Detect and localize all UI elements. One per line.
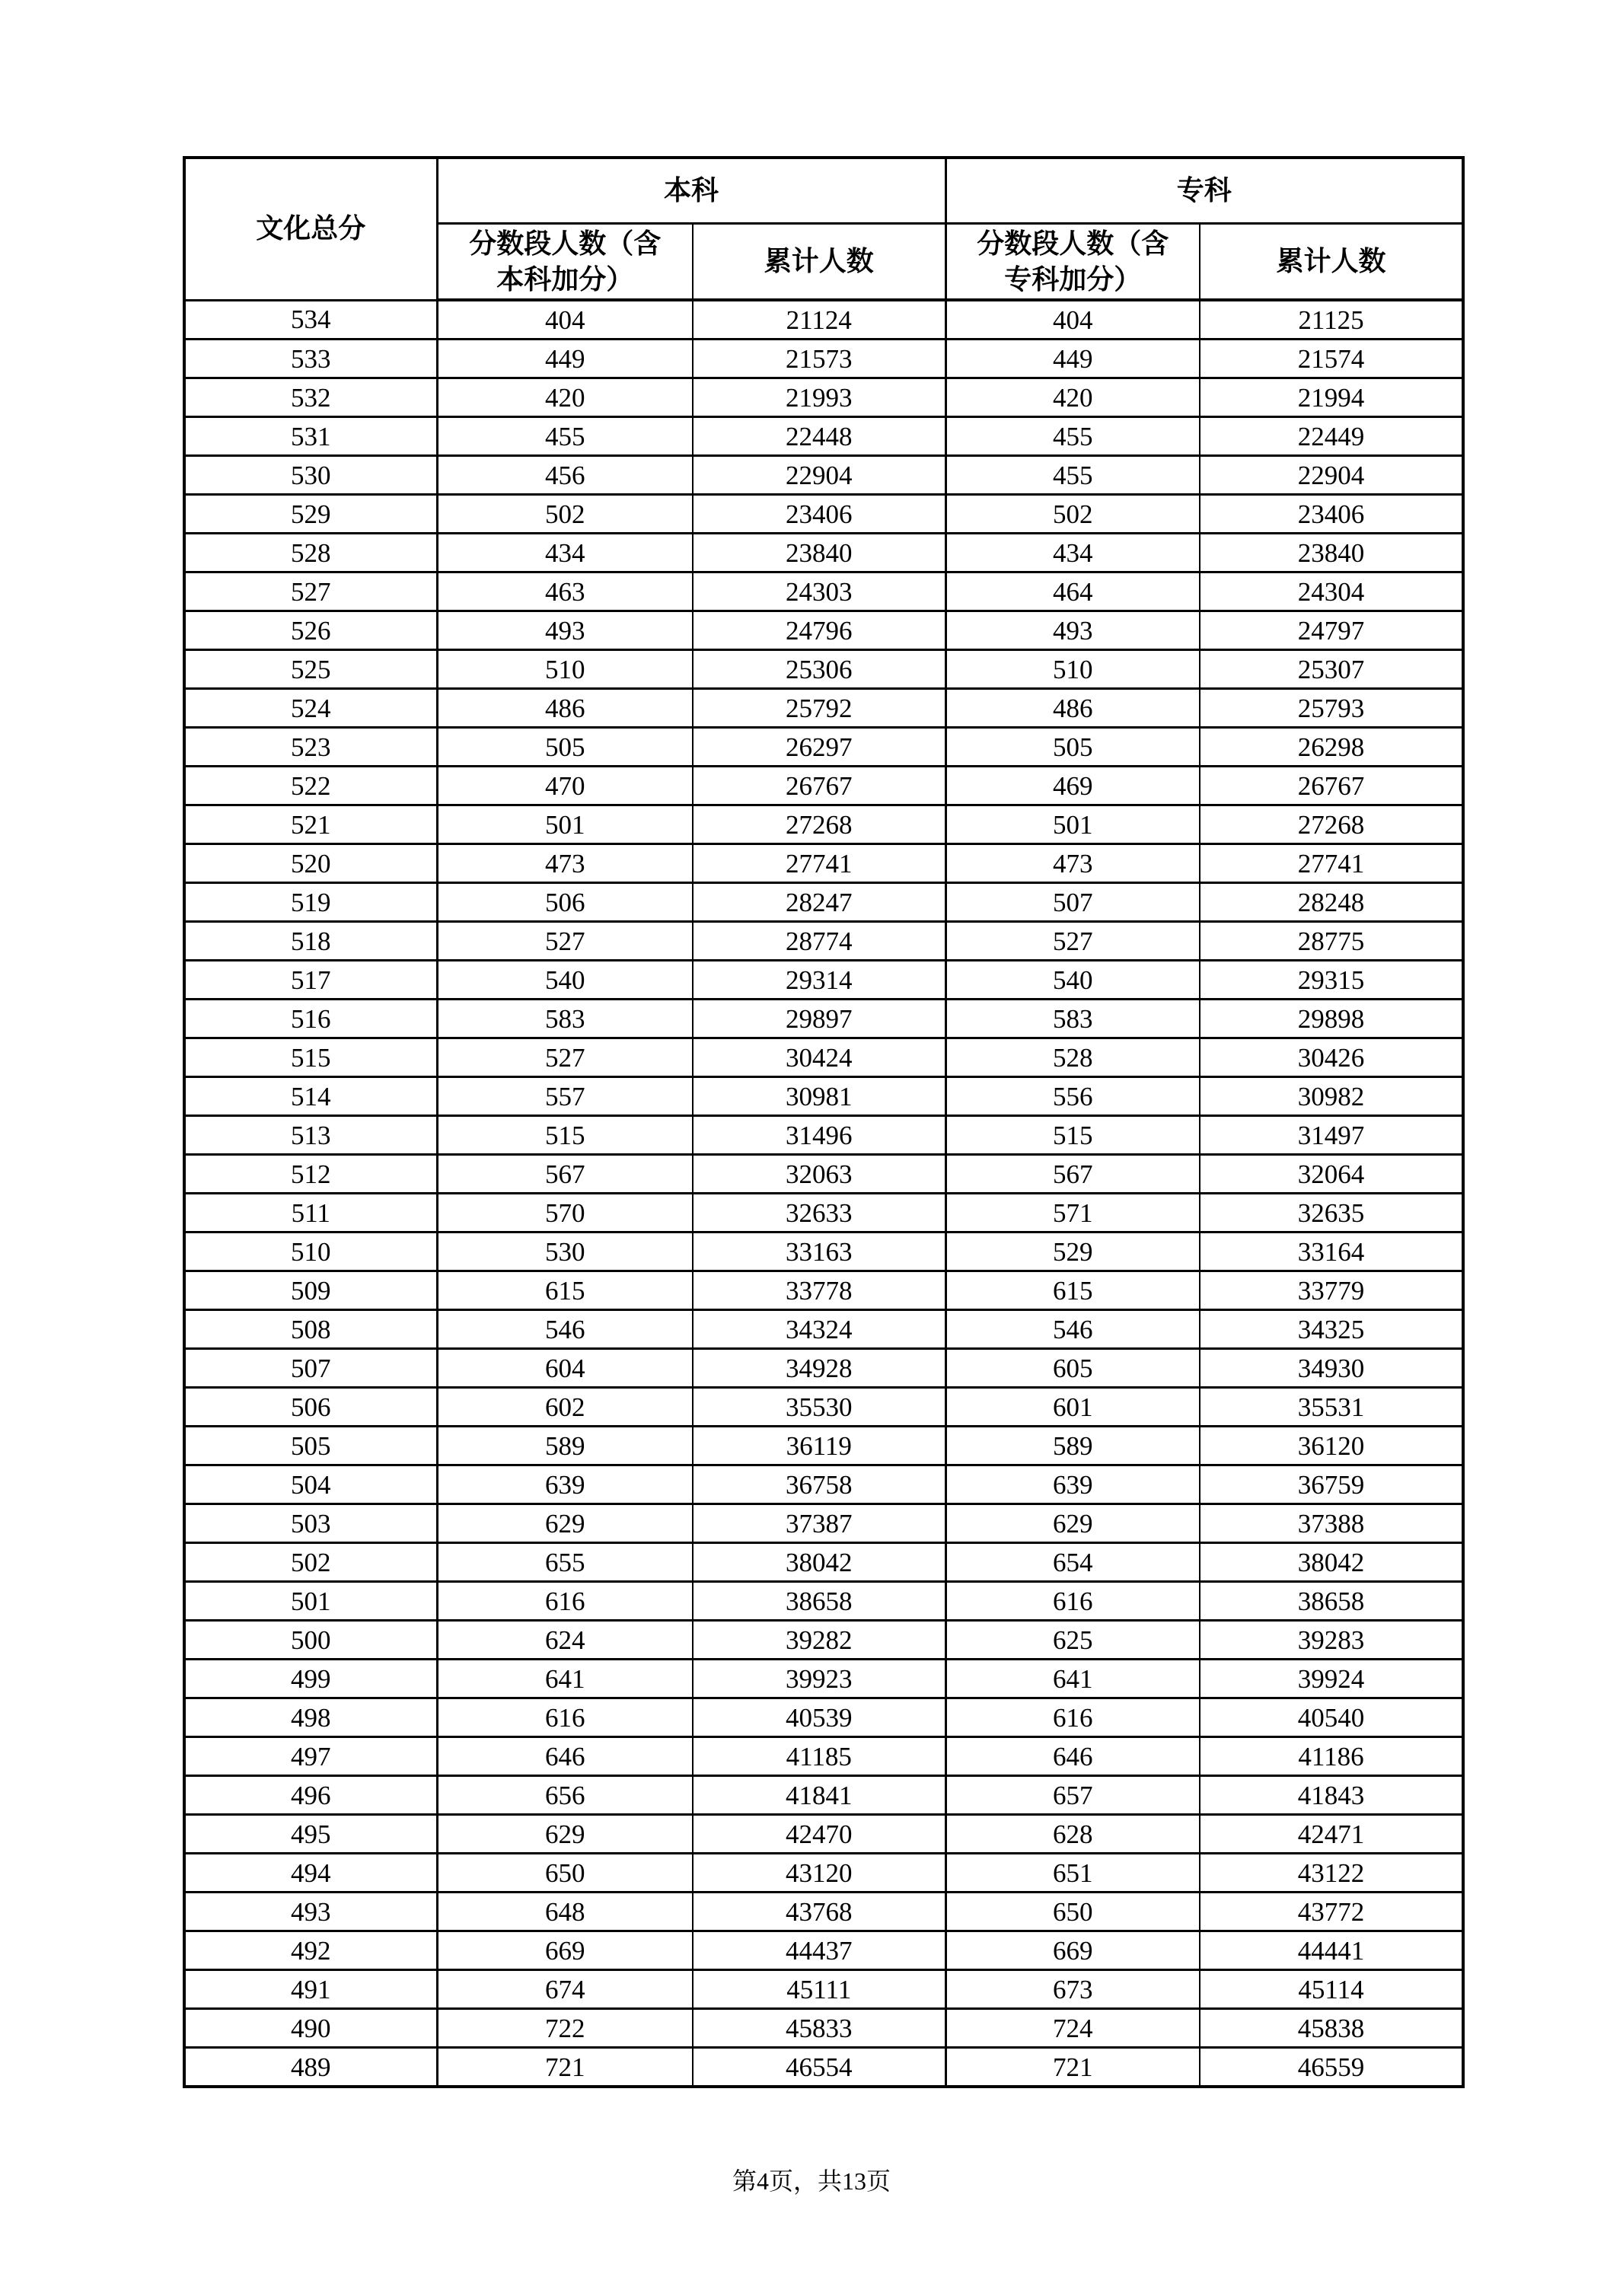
benke-cumulative-cell: 43768 <box>693 1893 945 1931</box>
benke-cumulative-cell: 23406 <box>693 495 945 534</box>
zhuanke-segment-cell: 469 <box>945 767 1200 805</box>
benke-cumulative-cell: 24303 <box>693 572 945 611</box>
benke-cumulative-cell: 25792 <box>693 689 945 728</box>
benke-cumulative-cell: 26767 <box>693 767 945 805</box>
benke-cumulative-cell: 40539 <box>693 1698 945 1737</box>
zhuanke-segment-cell: 625 <box>945 1621 1200 1660</box>
score-cell: 518 <box>184 922 437 961</box>
table-row <box>184 417 1463 456</box>
zhuanke-segment-cell: 501 <box>945 805 1200 844</box>
zhuanke-segment-cell: 540 <box>945 961 1200 1000</box>
zhuanke-cumulative-cell: 42471 <box>1200 1815 1463 1854</box>
zhuanke-segment-cell: 473 <box>945 844 1200 883</box>
score-cell: 522 <box>184 767 437 805</box>
zhuanke-cumulative-cell: 28775 <box>1200 922 1463 961</box>
benke-cumulative-cell: 32633 <box>693 1194 945 1233</box>
zhuanke-segment-cell: 651 <box>945 1854 1200 1893</box>
benke-segment-cell: 493 <box>437 611 693 650</box>
benke-segment-cell: 404 <box>437 300 693 340</box>
table-row <box>184 689 1463 728</box>
zhuanke-segment-cell: 583 <box>945 1000 1200 1038</box>
zhuanke-cumulative-cell: 36759 <box>1200 1465 1463 1504</box>
zhuanke-segment-cell: 510 <box>945 650 1200 689</box>
benke-segment-cell: 530 <box>437 1233 693 1271</box>
zhuanke-cumulative-cell: 45114 <box>1200 1970 1463 2009</box>
table-row <box>184 456 1463 495</box>
header-benke-cumulative-count: 累计人数 <box>693 224 945 301</box>
benke-segment-cell: 473 <box>437 844 693 883</box>
table-row <box>184 1116 1463 1155</box>
benke-cumulative-cell: 34928 <box>693 1349 945 1388</box>
benke-cumulative-cell: 41185 <box>693 1737 945 1776</box>
zhuanke-segment-cell: 527 <box>945 922 1200 961</box>
zhuanke-segment-cell: 420 <box>945 378 1200 417</box>
zhuanke-cumulative-cell: 21125 <box>1200 300 1463 340</box>
zhuanke-cumulative-cell: 32064 <box>1200 1155 1463 1194</box>
zhuanke-cumulative-cell: 30426 <box>1200 1038 1463 1077</box>
benke-cumulative-cell: 22448 <box>693 417 945 456</box>
score-cell: 503 <box>184 1504 437 1543</box>
score-cell: 534 <box>184 300 437 340</box>
benke-segment-cell: 420 <box>437 378 693 417</box>
benke-segment-cell: 589 <box>437 1427 693 1465</box>
table-row <box>184 1660 1463 1698</box>
benke-segment-cell: 656 <box>437 1776 693 1815</box>
zhuanke-cumulative-cell: 24304 <box>1200 572 1463 611</box>
benke-segment-cell: 456 <box>437 456 693 495</box>
table-row <box>184 767 1463 805</box>
table-row <box>184 1893 1463 1931</box>
header-zhuanke-cumulative-count: 累计人数 <box>1200 224 1463 301</box>
zhuanke-segment-cell: 657 <box>945 1776 1200 1815</box>
benke-cumulative-cell: 34324 <box>693 1310 945 1349</box>
zhuanke-cumulative-cell: 23840 <box>1200 534 1463 572</box>
zhuanke-segment-cell: 589 <box>945 1427 1200 1465</box>
zhuanke-segment-cell: 724 <box>945 2009 1200 2048</box>
zhuanke-cumulative-cell: 29898 <box>1200 1000 1463 1038</box>
zhuanke-segment-cell: 464 <box>945 572 1200 611</box>
benke-cumulative-cell: 23840 <box>693 534 945 572</box>
benke-segment-cell: 641 <box>437 1660 693 1698</box>
score-cell: 490 <box>184 2009 437 2048</box>
zhuanke-cumulative-cell: 27741 <box>1200 844 1463 883</box>
zhuanke-cumulative-cell: 33779 <box>1200 1271 1463 1310</box>
table-row <box>184 1271 1463 1310</box>
benke-segment-cell: 722 <box>437 2009 693 2048</box>
benke-cumulative-cell: 39923 <box>693 1660 945 1698</box>
benke-cumulative-cell: 45111 <box>693 1970 945 2009</box>
table-row <box>184 495 1463 534</box>
zhuanke-segment-cell: 486 <box>945 689 1200 728</box>
table-row <box>184 922 1463 961</box>
benke-segment-cell: 449 <box>437 340 693 378</box>
table-row <box>184 728 1463 767</box>
benke-cumulative-cell: 36758 <box>693 1465 945 1504</box>
zhuanke-segment-cell: 507 <box>945 883 1200 922</box>
benke-cumulative-cell: 25306 <box>693 650 945 689</box>
zhuanke-segment-cell: 505 <box>945 728 1200 767</box>
score-cell: 512 <box>184 1155 437 1194</box>
table-row <box>184 1698 1463 1737</box>
score-cell: 525 <box>184 650 437 689</box>
zhuanke-segment-cell: 529 <box>945 1233 1200 1271</box>
zhuanke-segment-cell: 455 <box>945 417 1200 456</box>
score-cell: 511 <box>184 1194 437 1233</box>
benke-cumulative-cell: 29897 <box>693 1000 945 1038</box>
zhuanke-cumulative-cell: 40540 <box>1200 1698 1463 1737</box>
table-row <box>184 1970 1463 2009</box>
score-cell: 515 <box>184 1038 437 1077</box>
table-header <box>184 158 1463 300</box>
benke-segment-cell: 646 <box>437 1737 693 1776</box>
zhuanke-segment-cell: 449 <box>945 340 1200 378</box>
zhuanke-cumulative-cell: 21994 <box>1200 378 1463 417</box>
header-benke-group: 本科 <box>437 158 945 224</box>
zhuanke-cumulative-cell: 46559 <box>1200 2048 1463 2087</box>
benke-segment-cell: 616 <box>437 1698 693 1737</box>
score-cell: 489 <box>184 2048 437 2087</box>
benke-segment-cell: 505 <box>437 728 693 767</box>
table-row <box>184 844 1463 883</box>
table-row <box>184 1931 1463 1970</box>
header-zhuanke-segment-count: 分数段人数（含专科加分） <box>945 224 1200 301</box>
score-cell: 521 <box>184 805 437 844</box>
header-zhuanke-group: 专科 <box>945 158 1463 224</box>
table-row <box>184 1543 1463 1582</box>
score-cell: 527 <box>184 572 437 611</box>
table-row <box>184 1038 1463 1077</box>
score-cell: 514 <box>184 1077 437 1116</box>
zhuanke-segment-cell: 567 <box>945 1155 1200 1194</box>
zhuanke-segment-cell: 571 <box>945 1194 1200 1233</box>
zhuanke-cumulative-cell: 44441 <box>1200 1931 1463 1970</box>
benke-cumulative-cell: 27741 <box>693 844 945 883</box>
benke-segment-cell: 583 <box>437 1000 693 1038</box>
zhuanke-segment-cell: 654 <box>945 1543 1200 1582</box>
zhuanke-cumulative-cell: 26298 <box>1200 728 1463 767</box>
table-row <box>184 1388 1463 1427</box>
table-row <box>184 1776 1463 1815</box>
score-cell: 505 <box>184 1427 437 1465</box>
table-row <box>184 1077 1463 1116</box>
table-row <box>184 961 1463 1000</box>
table-row <box>184 1000 1463 1038</box>
benke-segment-cell: 527 <box>437 1038 693 1077</box>
benke-segment-cell: 604 <box>437 1349 693 1388</box>
benke-segment-cell: 570 <box>437 1194 693 1233</box>
score-cell: 510 <box>184 1233 437 1271</box>
header-group-row <box>184 158 1463 224</box>
table-row <box>184 1582 1463 1621</box>
zhuanke-segment-cell: 493 <box>945 611 1200 650</box>
benke-segment-cell: 502 <box>437 495 693 534</box>
table-row <box>184 534 1463 572</box>
table-row <box>184 650 1463 689</box>
zhuanke-cumulative-cell: 38042 <box>1200 1543 1463 1582</box>
benke-segment-cell: 506 <box>437 883 693 922</box>
zhuanke-cumulative-cell: 25307 <box>1200 650 1463 689</box>
score-cell: 498 <box>184 1698 437 1737</box>
zhuanke-cumulative-cell: 22904 <box>1200 456 1463 495</box>
benke-cumulative-cell: 41841 <box>693 1776 945 1815</box>
score-cell: 513 <box>184 1116 437 1155</box>
benke-cumulative-cell: 45833 <box>693 2009 945 2048</box>
score-cell: 493 <box>184 1893 437 1931</box>
score-cell: 502 <box>184 1543 437 1582</box>
table-row <box>184 1465 1463 1504</box>
table-row <box>184 1504 1463 1543</box>
table-row <box>184 1194 1463 1233</box>
zhuanke-segment-cell: 546 <box>945 1310 1200 1349</box>
score-cell: 528 <box>184 534 437 572</box>
zhuanke-segment-cell: 556 <box>945 1077 1200 1116</box>
zhuanke-cumulative-cell: 22449 <box>1200 417 1463 456</box>
benke-segment-cell: 540 <box>437 961 693 1000</box>
benke-segment-cell: 639 <box>437 1465 693 1504</box>
benke-cumulative-cell: 43120 <box>693 1854 945 1893</box>
benke-cumulative-cell: 32063 <box>693 1155 945 1194</box>
zhuanke-segment-cell: 616 <box>945 1582 1200 1621</box>
header-total-score: 文化总分 <box>184 158 437 300</box>
benke-cumulative-cell: 21993 <box>693 378 945 417</box>
table-row <box>184 1427 1463 1465</box>
zhuanke-segment-cell: 639 <box>945 1465 1200 1504</box>
benke-segment-cell: 629 <box>437 1815 693 1854</box>
score-cell: 529 <box>184 495 437 534</box>
table-row <box>184 1349 1463 1388</box>
score-cell: 497 <box>184 1737 437 1776</box>
benke-segment-cell: 616 <box>437 1582 693 1621</box>
benke-segment-cell: 624 <box>437 1621 693 1660</box>
benke-segment-cell: 629 <box>437 1504 693 1543</box>
score-cell: 500 <box>184 1621 437 1660</box>
table-row <box>184 572 1463 611</box>
zhuanke-segment-cell: 669 <box>945 1931 1200 1970</box>
benke-cumulative-cell: 30424 <box>693 1038 945 1077</box>
benke-cumulative-cell: 22904 <box>693 456 945 495</box>
score-cell: 492 <box>184 1931 437 1970</box>
benke-cumulative-cell: 26297 <box>693 728 945 767</box>
benke-segment-cell: 463 <box>437 572 693 611</box>
zhuanke-cumulative-cell: 30982 <box>1200 1077 1463 1116</box>
benke-cumulative-cell: 35530 <box>693 1388 945 1427</box>
benke-cumulative-cell: 30981 <box>693 1077 945 1116</box>
zhuanke-cumulative-cell: 31497 <box>1200 1116 1463 1155</box>
zhuanke-cumulative-cell: 39283 <box>1200 1621 1463 1660</box>
score-cell: 523 <box>184 728 437 767</box>
zhuanke-segment-cell: 404 <box>945 300 1200 340</box>
benke-cumulative-cell: 38658 <box>693 1582 945 1621</box>
benke-segment-cell: 470 <box>437 767 693 805</box>
score-cell: 520 <box>184 844 437 883</box>
benke-cumulative-cell: 31496 <box>693 1116 945 1155</box>
benke-segment-cell: 486 <box>437 689 693 728</box>
table-row <box>184 2048 1463 2087</box>
zhuanke-segment-cell: 605 <box>945 1349 1200 1388</box>
zhuanke-cumulative-cell: 29315 <box>1200 961 1463 1000</box>
score-cell: 526 <box>184 611 437 650</box>
score-cell: 519 <box>184 883 437 922</box>
benke-cumulative-cell: 33778 <box>693 1271 945 1310</box>
zhuanke-segment-cell: 615 <box>945 1271 1200 1310</box>
zhuanke-segment-cell: 455 <box>945 456 1200 495</box>
benke-segment-cell: 434 <box>437 534 693 572</box>
table-row <box>184 805 1463 844</box>
benke-cumulative-cell: 28247 <box>693 883 945 922</box>
table-row <box>184 1233 1463 1271</box>
benke-cumulative-cell: 21124 <box>693 300 945 340</box>
benke-segment-cell: 650 <box>437 1854 693 1893</box>
benke-cumulative-cell: 38042 <box>693 1543 945 1582</box>
benke-cumulative-cell: 29314 <box>693 961 945 1000</box>
zhuanke-segment-cell: 650 <box>945 1893 1200 1931</box>
benke-cumulative-cell: 46554 <box>693 2048 945 2087</box>
score-cell: 504 <box>184 1465 437 1504</box>
score-cell: 499 <box>184 1660 437 1698</box>
benke-segment-cell: 669 <box>437 1931 693 1970</box>
table-row <box>184 1737 1463 1776</box>
benke-segment-cell: 546 <box>437 1310 693 1349</box>
benke-segment-cell: 655 <box>437 1543 693 1582</box>
zhuanke-segment-cell: 601 <box>945 1388 1200 1427</box>
score-cell: 491 <box>184 1970 437 2009</box>
benke-cumulative-cell: 28774 <box>693 922 945 961</box>
zhuanke-segment-cell: 616 <box>945 1698 1200 1737</box>
zhuanke-cumulative-cell: 25793 <box>1200 689 1463 728</box>
table-row <box>184 611 1463 650</box>
benke-cumulative-cell: 27268 <box>693 805 945 844</box>
score-cell: 509 <box>184 1271 437 1310</box>
zhuanke-cumulative-cell: 35531 <box>1200 1388 1463 1427</box>
zhuanke-cumulative-cell: 43122 <box>1200 1854 1463 1893</box>
benke-segment-cell: 674 <box>437 1970 693 2009</box>
table-row <box>184 1155 1463 1194</box>
benke-cumulative-cell: 39282 <box>693 1621 945 1660</box>
benke-cumulative-cell: 33163 <box>693 1233 945 1271</box>
zhuanke-cumulative-cell: 34325 <box>1200 1310 1463 1349</box>
zhuanke-segment-cell: 673 <box>945 1970 1200 2009</box>
zhuanke-segment-cell: 629 <box>945 1504 1200 1543</box>
benke-segment-cell: 515 <box>437 1116 693 1155</box>
zhuanke-segment-cell: 434 <box>945 534 1200 572</box>
zhuanke-segment-cell: 721 <box>945 2048 1200 2087</box>
zhuanke-segment-cell: 641 <box>945 1660 1200 1698</box>
score-cell: 496 <box>184 1776 437 1815</box>
benke-segment-cell: 501 <box>437 805 693 844</box>
score-distribution-table <box>183 156 1465 2088</box>
zhuanke-segment-cell: 515 <box>945 1116 1200 1155</box>
zhuanke-cumulative-cell: 34930 <box>1200 1349 1463 1388</box>
score-cell: 501 <box>184 1582 437 1621</box>
page-number: 第4页，共13页 <box>732 2167 891 2195</box>
table-row <box>184 340 1463 378</box>
score-cell: 495 <box>184 1815 437 1854</box>
table-row <box>184 1621 1463 1660</box>
zhuanke-cumulative-cell: 32635 <box>1200 1194 1463 1233</box>
zhuanke-cumulative-cell: 33164 <box>1200 1233 1463 1271</box>
score-cell: 506 <box>184 1388 437 1427</box>
benke-segment-cell: 648 <box>437 1893 693 1931</box>
zhuanke-cumulative-cell: 37388 <box>1200 1504 1463 1543</box>
zhuanke-cumulative-cell: 36120 <box>1200 1427 1463 1465</box>
zhuanke-cumulative-cell: 26767 <box>1200 767 1463 805</box>
benke-segment-cell: 567 <box>437 1155 693 1194</box>
benke-cumulative-cell: 36119 <box>693 1427 945 1465</box>
zhuanke-cumulative-cell: 43772 <box>1200 1893 1463 1931</box>
score-cell: 532 <box>184 378 437 417</box>
benke-cumulative-cell: 21573 <box>693 340 945 378</box>
table-row <box>184 1854 1463 1893</box>
table-row <box>184 883 1463 922</box>
benke-cumulative-cell: 42470 <box>693 1815 945 1854</box>
benke-segment-cell: 721 <box>437 2048 693 2087</box>
score-cell: 531 <box>184 417 437 456</box>
zhuanke-segment-cell: 628 <box>945 1815 1200 1854</box>
benke-cumulative-cell: 24796 <box>693 611 945 650</box>
zhuanke-segment-cell: 528 <box>945 1038 1200 1077</box>
benke-cumulative-cell: 44437 <box>693 1931 945 1970</box>
benke-segment-cell: 557 <box>437 1077 693 1116</box>
benke-segment-cell: 615 <box>437 1271 693 1310</box>
score-cell: 524 <box>184 689 437 728</box>
score-cell: 517 <box>184 961 437 1000</box>
table-row <box>184 378 1463 417</box>
score-cell: 533 <box>184 340 437 378</box>
table-body <box>184 300 1463 2087</box>
zhuanke-segment-cell: 502 <box>945 495 1200 534</box>
zhuanke-cumulative-cell: 21574 <box>1200 340 1463 378</box>
zhuanke-cumulative-cell: 24797 <box>1200 611 1463 650</box>
table-row <box>184 2009 1463 2048</box>
zhuanke-cumulative-cell: 45838 <box>1200 2009 1463 2048</box>
table-row <box>184 300 1463 340</box>
benke-segment-cell: 527 <box>437 922 693 961</box>
benke-segment-cell: 510 <box>437 650 693 689</box>
benke-cumulative-cell: 37387 <box>693 1504 945 1543</box>
zhuanke-cumulative-cell: 39924 <box>1200 1660 1463 1698</box>
zhuanke-cumulative-cell: 38658 <box>1200 1582 1463 1621</box>
score-cell: 530 <box>184 456 437 495</box>
score-cell: 507 <box>184 1349 437 1388</box>
benke-segment-cell: 455 <box>437 417 693 456</box>
zhuanke-segment-cell: 646 <box>945 1737 1200 1776</box>
header-benke-segment-count: 分数段人数（含本科加分） <box>437 224 693 301</box>
score-cell: 508 <box>184 1310 437 1349</box>
table-row <box>184 1310 1463 1349</box>
benke-segment-cell: 602 <box>437 1388 693 1427</box>
zhuanke-cumulative-cell: 28248 <box>1200 883 1463 922</box>
score-cell: 494 <box>184 1854 437 1893</box>
zhuanke-cumulative-cell: 27268 <box>1200 805 1463 844</box>
zhuanke-cumulative-cell: 41843 <box>1200 1776 1463 1815</box>
zhuanke-cumulative-cell: 41186 <box>1200 1737 1463 1776</box>
zhuanke-cumulative-cell: 23406 <box>1200 495 1463 534</box>
table-row <box>184 1815 1463 1854</box>
score-cell: 516 <box>184 1000 437 1038</box>
